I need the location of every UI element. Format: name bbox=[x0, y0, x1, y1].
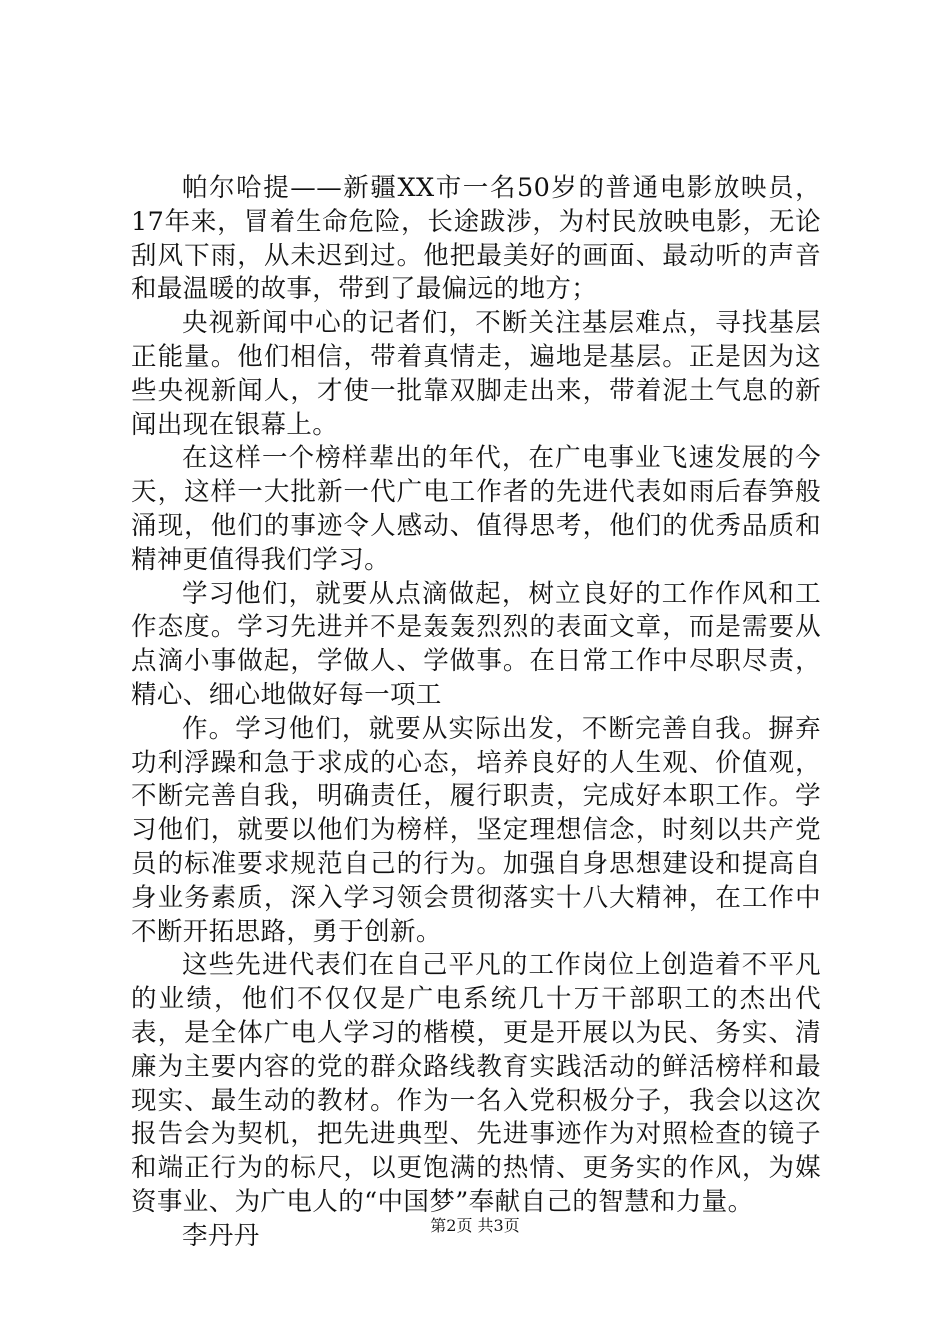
paragraph-4: 学习他们，就要从点滴做起，树立良好的工作作风和工作态度。学习先进并不是轰轰烈烈的表面文章，而是需要从点滴小事做起，学做人、学做事。在日常工作中尽职尽责，精心、细心地做好每一项工 bbox=[131, 578, 821, 710]
document-body bbox=[131, 172, 821, 1254]
paragraph-1: 帕尔哈提——新疆XX市一名50岁的普通电影放映员，17年来，冒着生命危险，长途跋涉，为村民放映电影，无论刮风下雨，从未迟到过。他把最美好的画面、最动听的声音和最温暖的故事，带到了最偏远的地方； bbox=[131, 173, 821, 305]
paragraph-5: 作。学习他们，就要从实际出发，不断完善自我。摒弃功利浮躁和急于求成的心态，培养良好的人生观、价值观，不断完善自我，明确责任，履行职责，完成好本职工作。学习他们，就要以他们为榜样，坚定理想信念，时刻以共产党员的标准要求规范自己的行为。加强自身思想建设和提高自身业务素质，深入学习领会贯彻落实十八大精神，在工作中不断开拓思路，勇于创新。 bbox=[131, 713, 821, 947]
paragraph-2: 央视新闻中心的记者们，不断关注基层难点，寻找基层正能量。他们相信，带着真情走，遍地是基层。正是因为这些央视新闻人，才使一批靠双脚走出来，带着泥土气息的新闻出现在银幕上。 bbox=[131, 308, 821, 440]
paragraph-3: 在这样一个榜样辈出的年代，在广电事业飞速发展的今天，这样一大批新一代广电工作者的先进代表如雨后春笋般涌现，他们的事迹令人感动、值得思考，他们的优秀品质和精神更值得我们学习。 bbox=[131, 443, 821, 575]
paragraph-6: 这些先进代表们在自己平凡的工作岗位上创造着不平凡的业绩，他们不仅仅是广电系统几十万干部职工的杰出代表，是全体广电人学习的楷模，更是开展以为民、务实、清廉为主要内容的党的群众路线教育实践活动的鲜活榜样和最现实、最生动的教材。作为一名入党积极分子，我会以这次报告会为契机，把先进典型、先进事迹作为对照检查的镜子和端正行为的标尺，以更饱满的热情、更务实的作风，为媒资事业、为广电人的“中国梦”奉献自己的智慧和力量。 bbox=[131, 950, 821, 1217]
signature: 李丹丹 bbox=[182, 1220, 260, 1251]
page-footer: 第2页 共3页 bbox=[430, 1216, 520, 1235]
